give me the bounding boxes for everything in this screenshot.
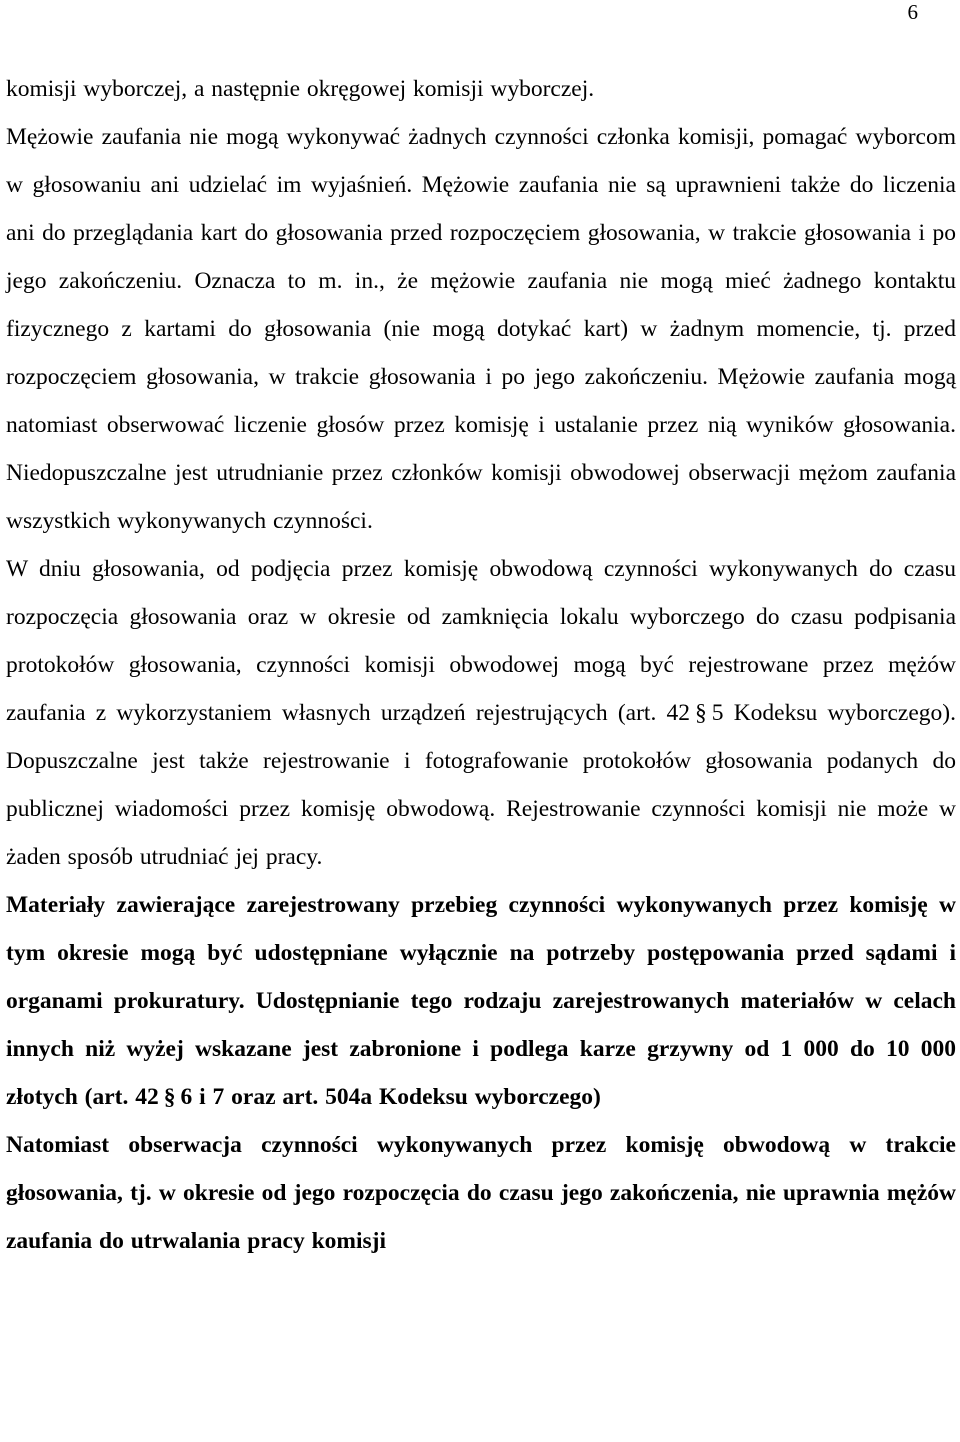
paragraph-4 xyxy=(6,881,956,1121)
paragraph-4-part-2: 6 i 7 oraz art. 504a Kodeksu wyborczego) xyxy=(180,1084,601,1110)
paragraph-1: komisji wyborczej, a następnie okręgowej komisji wyborczej. xyxy=(6,76,595,102)
paragraph-3 xyxy=(6,545,956,881)
paragraph-5: Natomiast obserwacja czynności wykonywanych przez komisję obwodową w trakcie głosowania, tj. w okresie od jego rozpoczęcia do czasu jego zakończenia, nie uprawnia mężów zaufania do utrwalania pracy komisji xyxy=(6,1132,956,1254)
paragraph-2: Mężowie zaufania nie mogą wykonywać żadnych czynności członka komisji, pomagać wyborcom w głosowaniu ani udzielać im wyjaśnień. Mężowie zaufania nie są uprawnieni także do liczenia ani do przeglądania kart do głosowania przed rozpoczęciem głosowania, w trakcie głosowania i po jego zakończeniu. Oznacza to m. in., że mężowie zaufania nie mogą mieć żadnego kontaktu fizycznego z kartami do głosowania (nie mogą dotykać kart) w żadnym momencie, tj. przed rozpoczęciem głosowania, w trakcie głosowania i po jego zakończeniu. Mężowie zaufania mogą natomiast obserwować liczenie głosów przez komisję i ustalanie przez nią wyników głosowania. Niedopuszczalne jest utrudnianie przez członków komisji obwodowej obserwacji mężom zaufania wszystkich wykonywanych czynności. xyxy=(6,124,956,534)
document-body xyxy=(6,65,956,1265)
paragraph-3-part-1: W dniu głosowania, od podjęcia przez komisję obwodową czynności wykonywanych do czasu rozpoczęcia głosowania oraz w okresie od zamknięcia lokalu wyborczego do czasu podpisania protokołów głosowania, czynności komisji obwodowej mogą być rejestrowane przez mężów zaufania z wykorzystaniem własnych urządzeń rejestrujących (art. 42 xyxy=(6,556,956,726)
paragraph-4-part-1: Materiały zawierające zarejestrowany przebieg czynności wykonywanych przez komisję w tym okresie mogą być udostępniane wyłącznie na potrzeby postępowania przed sądami i organami prokuratury. Udostępnianie tego rodzaju zarejestrowanych materiałów w celach innych niż wyżej wskazane jest zabronione i podlega karze grzywny od 1 000 do 10 000 złotych (art. 42 xyxy=(6,892,956,1110)
page-number: 6 xyxy=(907,0,918,24)
section-sign: § xyxy=(695,700,707,726)
paragraph-3-part-2: 5 Kodeksu wyborczego). Dopuszczalne jest także rejestrowanie i fotografowanie protokołów głosowania podanych do publicznej wiadomości przez komisję obwodową. Rejestrowanie czynności komisji nie może w żaden sposób utrudniać jej pracy. xyxy=(6,700,956,870)
section-sign: § xyxy=(163,1084,176,1110)
